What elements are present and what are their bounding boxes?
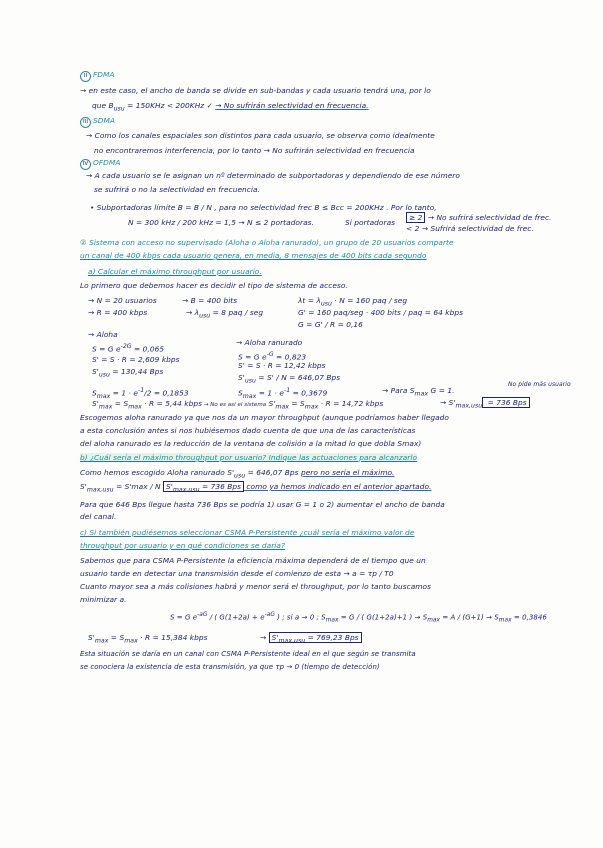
subscript: max (98, 403, 113, 411)
subscript: usu (244, 377, 256, 385)
text-span: → S' (440, 398, 456, 407)
text-line: → B = 400 bits (182, 296, 238, 305)
formula-line (170, 611, 547, 626)
text-span: → (260, 633, 269, 642)
text-line (92, 342, 164, 353)
boxed-result: = 736 Bps (482, 397, 529, 408)
subscript: usu (113, 105, 125, 113)
section-title: SDMA (93, 116, 116, 125)
text-line: → R = 400 kbps (88, 308, 148, 317)
text-line (80, 482, 431, 494)
subscript: max (498, 617, 512, 624)
text-span: ) ; si a → 0 ; S (274, 613, 326, 622)
subscript: usu (199, 312, 211, 320)
text-span: = 0,823 (273, 352, 307, 362)
text-line: a esta conclusión antes si nos hubiésemos dado cuenta de que una de las características (80, 426, 416, 435)
text-line (92, 367, 163, 379)
underlined-text: pero no sería el máximo. (300, 468, 395, 477)
text-span: = 150KHz < 200KHz ✓ (124, 101, 216, 110)
roman-numeral-badge: III (80, 117, 91, 128)
text-span: · N = 160 paq / seg (332, 296, 408, 305)
text-line: S' = S · R = 12,42 kbps (238, 361, 326, 370)
subscript: max (275, 403, 289, 411)
text-line: se sufrirá o no la selectividad en frecuencia. (94, 185, 260, 194)
problem-statement: ② Sistema con acceso no supervisado (Aloha o Aloha ranurado), un grupo de 20 usuarios comparte (80, 238, 454, 247)
text-span: = 769,23 Bps (305, 633, 359, 642)
text-span: S = G e (238, 352, 267, 362)
text-line (382, 386, 455, 398)
subscript: max (242, 392, 257, 400)
text-span: = 0,065 (131, 344, 165, 354)
text-line: → Aloha (88, 330, 118, 339)
text-line: N = 300 kHz / 200 kHz = 1,5 → N ≤ 2 portadoras. (128, 218, 314, 227)
text-span: = S'max / N (113, 482, 163, 491)
text-line (80, 468, 394, 480)
text-line: del canal. (80, 512, 117, 521)
text-span: S (238, 388, 243, 398)
text-span: = 736 Bps (199, 482, 242, 491)
text-line: → Aloha ranurado (236, 338, 303, 347)
question-c: throughput por usuario y en qué condiciones se daría? (80, 541, 285, 550)
text-span: S' (238, 373, 245, 382)
text-span: G = 1. (428, 386, 455, 395)
side-note: No pide más usuario (508, 381, 571, 388)
text-span: S' (271, 633, 279, 642)
subscript: max (96, 392, 111, 400)
text-span: = 646,07 Bps (245, 468, 301, 477)
text-span: → Para S (382, 386, 415, 395)
text-span: = B / N , para no selectividad frec B (182, 203, 320, 212)
text-line: → A cada usuario se le asignan un nº determinado de subportadoras y dependiendo de ese número (86, 171, 460, 180)
text-line: Para que 646 Bps llegue hasta 736 Bps se podría 1) usar G = 1 o 2) aumentar el ancho de banda (80, 500, 445, 509)
text-span: que B (92, 101, 114, 110)
text-span: λt = λ (298, 296, 321, 305)
text-span: S' (92, 399, 99, 408)
text-span: → Sufrirá selectividad de frec. (421, 224, 534, 233)
text-span: = 0,3679 (290, 388, 328, 398)
subscript: max (325, 617, 339, 624)
text-span: = S (288, 399, 305, 408)
text-span: /2 = 0,1853 (144, 388, 189, 398)
boxed-result (163, 481, 244, 492)
text-line (406, 213, 552, 222)
text-span: ≤ Bcc = 200KHz . Por lo tanto, (319, 203, 437, 212)
superscript: -2G (120, 343, 132, 350)
text-span: → No es así el sistema (201, 402, 267, 408)
text-span: • Subportadoras límite B (90, 203, 183, 212)
text-line: → N = 20 usuarios (88, 296, 157, 305)
text-line (406, 224, 534, 233)
text-line: Escogemos aloha ranurado ya que nos da un mayor throughput (aunque podríamos haber llegado (80, 413, 449, 422)
subscript: max,usu (455, 402, 483, 410)
underlined-text: → No sufrirán selectividad en frecuencia. (215, 101, 369, 110)
text-line: Sabemos que para CSMA P-Persistente la eficiencia máxima dependerá de el tiempo que un (80, 556, 426, 565)
text-line: Lo primero que debemos hacer es decidir el tipo de sistema de acceso. (80, 281, 348, 290)
text-line: Cuanto mayor sea a más colisiones habrá y menor será el throughput, por lo tanto buscamos (80, 582, 432, 591)
problem-statement: un canal de 400 kbps cada usuario genera, en media, 8 mensajes de 400 bits cada segundo (80, 251, 427, 260)
text-line: del aloha ranurado es la reducción de la ventana de colisión a la mitad lo que dobla Smax) (80, 439, 422, 448)
text-span: = A / (G+1) → S (440, 613, 499, 622)
text-span: → λ (186, 308, 200, 317)
text-line (298, 296, 407, 308)
text-line (92, 101, 369, 113)
superscript: -aG (197, 612, 208, 618)
text-line: se conociera la existencia de esta transmisión, ya que τp → 0 (tiempo de detección) (80, 663, 380, 671)
superscript: -G (266, 351, 274, 358)
subscript: max (304, 403, 319, 411)
text-line (260, 633, 362, 645)
question-b: b) ¿Cuál sería el máximo throughput por usuario? Indique las actuaciones para alcanzarlo (80, 453, 418, 462)
text-span: · R = 15,384 kbps (137, 633, 208, 642)
subscript: max (427, 617, 441, 624)
subscript: usu (98, 371, 110, 379)
text-line (90, 203, 437, 212)
text-line: G = G' / R = 0,16 (298, 320, 363, 329)
section-title: FDMA (93, 70, 115, 79)
text-span: S' (166, 482, 173, 491)
text-line (238, 373, 340, 385)
subscript: max (94, 637, 109, 645)
text-line: minimizar a. (80, 595, 127, 604)
text-span: · R = 14,72 kbps (318, 399, 384, 408)
text-span: / ( G(1+2a) + e (207, 613, 265, 622)
subscript: usu (320, 300, 333, 308)
heading-sdma (80, 116, 115, 128)
roman-numeral-badge: II (80, 71, 91, 82)
subscript: max (124, 637, 138, 645)
text-line (440, 398, 530, 410)
text-line: → Como los canales espaciales son distintos para cada usuario, se observa como idealmente (86, 131, 435, 140)
text-span: = S (112, 399, 129, 408)
subscript: max (128, 403, 142, 411)
text-line: no encontraremos interferencia, por lo tanto → No sufrirán selectividad en frecuencia (94, 146, 415, 155)
superscript: -1 (137, 387, 145, 394)
subscript: max,usu (278, 637, 306, 645)
text-span: S' (88, 633, 95, 642)
question-c: c) Si también pudiésemos seleccionar CSMA P-Persistente ¿cuál sería el máximo valor de (80, 528, 415, 537)
text-span: S' (92, 367, 99, 376)
text-span: = 130,44 Bps (110, 367, 164, 376)
text-line: usuario tarde en detectar una transmisión desde el comienzo de esta → a = τp / T0 (80, 569, 394, 578)
subscript: max (414, 390, 429, 398)
text-span: S' (266, 399, 276, 408)
heading-fdma (80, 70, 115, 82)
text-span: = S (108, 633, 125, 642)
text-line (238, 350, 306, 361)
text-line: Si portadoras (345, 218, 396, 227)
underlined-text: como ya hemos indicado en el anterior apartado. (244, 482, 432, 491)
subscript: max,usu (172, 486, 200, 494)
heading-ofdma (80, 158, 120, 170)
text-span: = G / ( G(1+2a)+1 ) → S (338, 613, 428, 622)
question-a: a) Calcular el máximo throughput por usuario. (88, 267, 262, 276)
superscript: -aG (264, 612, 275, 618)
text-line (88, 633, 207, 645)
text-line: S' = S · R = 2,609 kbps (92, 355, 180, 364)
text-span: = 0,3846 (511, 613, 547, 622)
boxed-value: ≥ 2 (406, 212, 425, 223)
text-span: S = G e (170, 613, 198, 622)
text-span: S = G e (92, 344, 121, 354)
text-span: < 2 (406, 224, 420, 233)
text-line: G' = 160 paq/seg · 400 bits / paq = 64 kbps (298, 308, 463, 317)
text-line (92, 399, 383, 411)
text-line: Esta situación se daría en un canal con CSMA P-Persistente ideal en el que según se transmita (80, 650, 416, 658)
text-span: = 8 paq / seg (210, 308, 264, 317)
text-span: = S' / N = 646,07 Bps (256, 373, 341, 382)
text-span: = 1 · e (110, 388, 138, 398)
boxed-result (269, 632, 362, 643)
subscript: max,usu (86, 486, 114, 494)
text-span: → No sufrirá selectividad de frec. (427, 213, 552, 222)
section-title: OFDMA (93, 158, 121, 167)
roman-numeral-badge: IV (80, 159, 91, 170)
subscript: usu (234, 472, 246, 480)
text-span: S (92, 388, 97, 398)
text-line (186, 308, 263, 320)
text-span: S' (80, 482, 87, 491)
text-span: = 1 · e (256, 388, 284, 398)
text-span: Como hemos escogido Aloha ranurado S' (80, 468, 235, 477)
text-line: → en este caso, el ancho de banda se divide en sub-bandas y cada usuario tendrá una, por lo (80, 86, 431, 95)
superscript: -1 (283, 387, 291, 394)
text-span: · R = 5,44 kbps (141, 399, 202, 408)
